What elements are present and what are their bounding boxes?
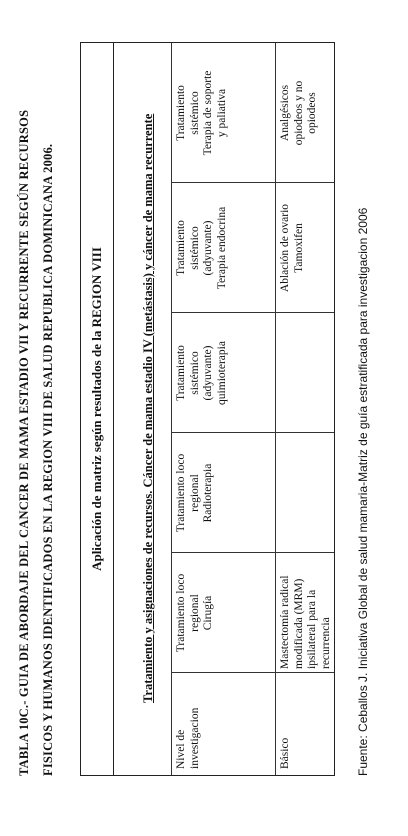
column-divider <box>171 552 334 553</box>
row-surgery: Mastectomía radical modificada (MRM) ipsilateral para la recurrencia <box>279 575 332 669</box>
header-palliative: Tratamiento sistémico Terapia de soporte y paliativa <box>175 70 228 156</box>
matrix-table <box>80 42 335 776</box>
header-endocrine: Tratamiento sistémico (adyuvante) Terapia endocrina <box>175 206 228 290</box>
table-subtitle: Tratamiento y asignaciones de recursos. Cáncer de mama estadio IV (metástasis) y cáncer de mama recurrente <box>141 113 155 703</box>
row-level-basic: Básico <box>279 737 291 769</box>
title-line-1: TABLA 10C.- GUIA DE ABORDAJE DEL CANCER DE MAMA ESTADIO VII Y RECURRENTE SEGÚN RECURSOS <box>17 109 31 776</box>
header-level: Nivel de investigacion <box>175 707 201 769</box>
column-divider <box>171 182 334 183</box>
title-line-2: FISICOS Y HUMANOS IDENTIFICADOS EN LA REGION VIII DE SALUD REPUBLICA DOMINICANA 2006. <box>41 143 55 776</box>
column-divider <box>171 672 334 673</box>
table-title <box>12 16 60 776</box>
header-radiotherapy: Tratamiento loco regional Radioterapia <box>175 453 214 533</box>
header-surgery: Tratamiento loco regional Cirugía <box>175 573 214 653</box>
column-divider <box>171 312 334 313</box>
row-palliative: Analgésicos opiodeos y no opiodeos <box>279 80 318 146</box>
source-note: Fuente: Ceballos J. Iniciativa Global de salud mamaria-Matriz de guía estratificada para investigacion 2006 <box>356 207 370 776</box>
row-endocrine: Ablación de ovario Tamoxifen <box>279 203 305 293</box>
header-chemotherapy: Tratamiento sistémico (adyuvante) quimioterapia <box>175 341 228 405</box>
column-divider <box>171 432 334 433</box>
application-title: Aplicación de matriz según resultados de la REGION VIII <box>89 247 104 571</box>
table-grid <box>171 43 334 775</box>
title-divider <box>113 43 114 775</box>
header-row-divider <box>275 43 276 775</box>
grid-top-border <box>171 43 172 775</box>
